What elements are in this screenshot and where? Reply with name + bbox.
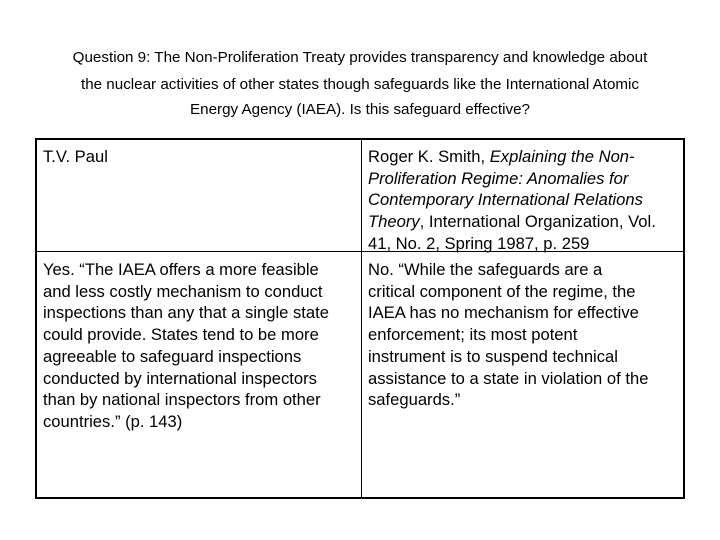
comparison-table: [35, 138, 685, 499]
header-cell-left: [43, 146, 108, 168]
author-smith: Roger K. Smith,: [368, 147, 490, 166]
column-divider: [361, 140, 362, 497]
citation-line: [368, 211, 656, 233]
paul-quote-line: countries.” (p. 143): [43, 411, 183, 431]
citation-line: [368, 189, 656, 211]
citation-line: [368, 146, 656, 168]
smith-quote-line: enforcement; its most potent: [368, 325, 578, 345]
paul-quote-line: and less costly mechanism to conduct: [43, 281, 323, 301]
paul-quote-line: could provide. States tend to be more: [43, 325, 319, 345]
question-line: the nuclear activities of other states though safeguards like the International Atomic: [80, 76, 640, 93]
paul-quote-line: agreeable to safeguard inspections: [43, 346, 302, 366]
book-title: Theory: [368, 212, 420, 232]
body-cell-left: [43, 259, 329, 433]
smith-quote-line: No. “While the safeguards are a: [368, 260, 603, 279]
citation-line: 41, No. 2, Spring 1987, p. 259: [368, 233, 590, 253]
paul-quote-line: Yes. “The IAEA offers a more feasible: [43, 260, 319, 279]
journal-citation: , International Organization, Vol.: [419, 212, 656, 232]
header-cell-right: [368, 146, 656, 255]
paul-quote-line: conducted by international inspectors: [43, 368, 317, 388]
smith-quote-line: instrument is to suspend technical: [368, 346, 618, 366]
book-title: Proliferation Regime: Anomalies for: [368, 168, 629, 188]
question-line: Question 9: The Non-Proliferation Treaty provides transparency and knowledge about: [72, 49, 648, 66]
paul-quote-line: inspections than any that a single state: [43, 303, 329, 323]
question-heading: [30, 44, 690, 122]
smith-quote-line: assistance to a state in violation of the: [368, 368, 649, 388]
author-paul: T.V. Paul: [43, 147, 108, 166]
smith-quote-line: critical component of the regime, the: [368, 281, 636, 301]
smith-quote-line: IAEA has no mechanism for effective: [368, 303, 639, 323]
citation-line: [368, 168, 656, 190]
body-cell-right: [368, 259, 648, 411]
book-title: Explaining the Non-: [489, 147, 635, 166]
paul-quote-line: than by national inspectors from other: [43, 390, 321, 410]
question-line: Energy Agency (IAEA). Is this safeguard effective?: [190, 101, 530, 118]
book-title: Contemporary International Relations: [368, 190, 643, 210]
smith-quote-line: safeguards.”: [368, 390, 461, 410]
